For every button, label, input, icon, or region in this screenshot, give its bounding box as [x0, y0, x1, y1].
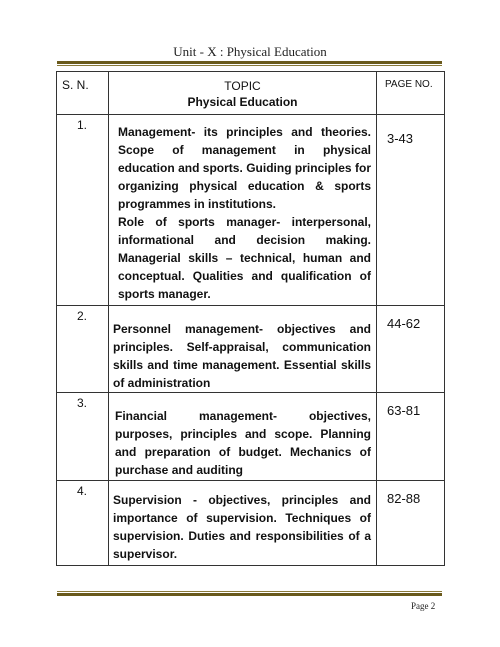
topic-paragraph: Role of sports manager- interpersonal, informational and decision making. Managerial skills – technical, human and conceptual. Qualities and qualification of sports manager.: [118, 215, 371, 301]
page-cell: [377, 393, 445, 481]
sn-cell: [57, 115, 109, 306]
topic-paragraph: Financial management- objectives, purposes, principles and scope. Planning and preparation of budget. Mechanics of purchase and auditing: [115, 409, 371, 477]
topic-paragraph: Management- its principles and theories. Scope of management in physical education and sports. Guiding principles for organizing physical education & sports programmes in institutions.: [118, 125, 371, 211]
header-cell-page: [377, 72, 445, 115]
header-rule-thin: [57, 65, 442, 66]
page-range: 63-81: [387, 403, 421, 418]
page-range: 44-62: [387, 316, 421, 331]
topic-cell: [109, 115, 377, 306]
topic-cell: [109, 393, 377, 481]
column-header-sn: S. N.: [62, 78, 89, 92]
table-row: [57, 393, 445, 481]
sn-cell: [57, 306, 109, 393]
column-header-subject: Physical Education: [187, 95, 298, 109]
header-rule-thick: [57, 61, 442, 64]
table-row: [57, 115, 445, 306]
topic-paragraph: Supervision - objectives, principles and importance of supervision. Techniques of supervision. Duties and responsibilities of a supervisor.: [113, 493, 371, 561]
page-header-title: Unit - X : Physical Education: [173, 44, 327, 59]
row-number: 2.: [77, 309, 88, 323]
column-header-page: PAGE NO.: [385, 79, 433, 90]
sn-cell: [57, 393, 109, 481]
header-cell-sn: [57, 72, 109, 115]
footer-rule-thick: [57, 593, 442, 596]
topic-paragraph: Personnel management- objectives and principles. Self-appraisal, communication skills and time management. Essential skills of administration: [113, 322, 371, 390]
row-number: 3.: [77, 396, 88, 410]
page-range: 82-88: [387, 491, 421, 506]
page-cell: [377, 306, 445, 393]
row-number: 1.: [77, 118, 88, 132]
topic-cell: [109, 306, 377, 393]
footer-rule-thin: [57, 591, 442, 592]
page-range: 3-43: [387, 131, 414, 146]
table-header-row: [57, 72, 445, 115]
table-row: [57, 481, 445, 566]
table-row: [57, 306, 445, 393]
sn-cell: [57, 481, 109, 566]
page-cell: [377, 481, 445, 566]
column-header-topic: TOPIC: [224, 79, 261, 93]
header-cell-topic: [109, 72, 377, 115]
row-number: 4.: [77, 484, 88, 498]
page-cell: [377, 115, 445, 306]
contents-table: [56, 71, 445, 566]
topic-cell: [109, 481, 377, 566]
page-number: Page 2: [411, 601, 436, 611]
